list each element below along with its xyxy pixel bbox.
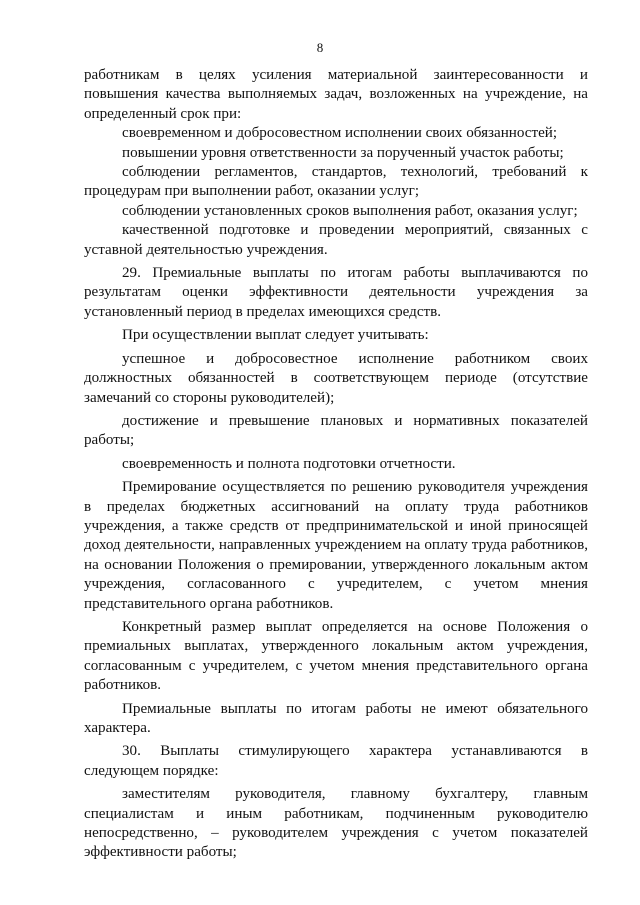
page-number: 8: [316, 40, 324, 55]
list-item-deputies-payments: заместителям руководителя, главному бухгалтеру, главным специалистам и иным работникам, подчиненным руководителю непосредственно, – руководителем учреждения с учетом показателей эффективности работы;: [84, 786, 588, 861]
paragraph-bonus-procedure: Премирование осуществляется по решению руководителя учреждения в пределах бюджетных ассигнований на оплату труда работников учреждения, а также средств от предпринимательской и иной приносящей доход деятельности, направленных учреждением на оплату труда работников, на основании Положения о премировании, утвержденного локальным актом учреждения, согласованного с учредителем, с учетом мнения представительного органа работников.: [84, 479, 588, 612]
list-item-event-preparation: качественной подготовке и проведении мероприятий, связанных с уставной деятельностью учреждения.: [84, 222, 588, 258]
paragraph-payment-considerations: При осуществлении выплат следует учитывать:: [122, 327, 429, 344]
paragraph-bonus-amount: Конкретный размер выплат определяется на основе Положения о премиальных выплатах, утвержденного локальным актом учреждения, согласованным с учредителем, с учетом мнения представительного органа работников.: [84, 618, 588, 694]
list-item-responsibility-level: повышении уровня ответственности за порученный участок работы;: [122, 144, 564, 161]
list-item-deadlines-compliance: соблюдении установленных сроков выполнения работ, оказания услуг;: [122, 202, 578, 219]
paragraph-continuation: работникам в целях усиления материальной заинтересованности и повышения качества выполняемых задач, возложенных на учреждение, на определенный срок при:: [84, 67, 588, 122]
list-item-reporting-timeliness: своевременность и полнота подготовки отчетности.: [122, 455, 456, 472]
paragraph-clause-30: 30. Выплаты стимулирующего характера устанавливаются в следующем порядке:: [84, 743, 588, 779]
document-body: [84, 66, 588, 863]
list-item-conscientious-performance: своевременном и добросовестном исполнении своих обязанностей;: [122, 125, 558, 142]
paragraph-bonus-not-mandatory: Премиальные выплаты по итогам работы не имеют обязательного характера.: [84, 700, 588, 736]
list-item-regulations-compliance: соблюдении регламентов, стандартов, технологий, требований к процедурам при выполнении работ, оказании услуг;: [84, 164, 588, 200]
paragraph-clause-29: 29. Премиальные выплаты по итогам работы выплачиваются по результатам оценки эффективности деятельности учреждения за установленный период в пределах имеющихся средств.: [84, 265, 588, 320]
list-item-plan-achievement: достижение и превышение плановых и нормативных показателей работы;: [84, 412, 588, 449]
list-item-successful-performance: успешное и добросовестное исполнение работником своих должностных обязанностей в соответствующем периоде (отсутствие замечаний со стороны руководителей);: [84, 350, 588, 406]
